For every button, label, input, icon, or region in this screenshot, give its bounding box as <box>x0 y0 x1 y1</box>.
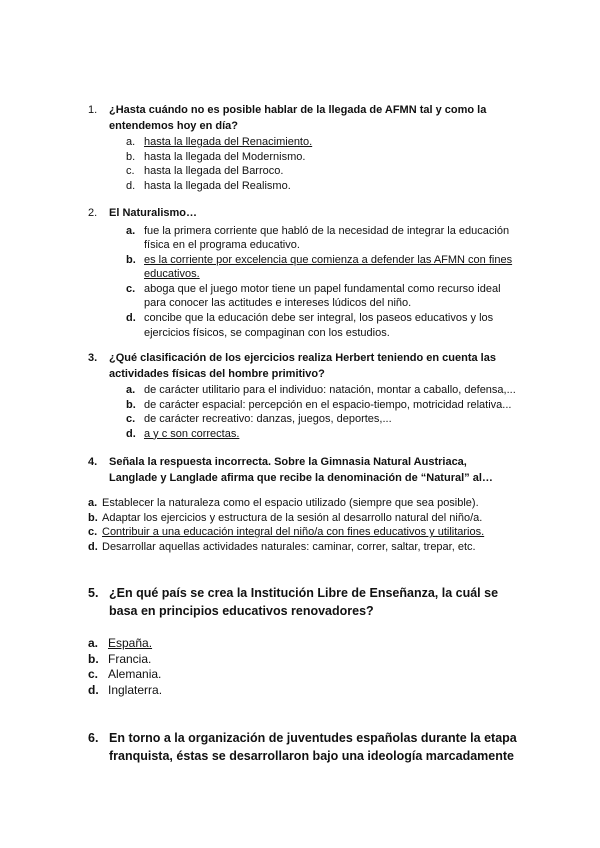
option-text: hasta la llegada del Realismo. <box>144 179 291 192</box>
option-text: Inglaterra. <box>108 682 163 697</box>
question-1-stem <box>88 103 518 134</box>
question-number: 2. <box>88 207 98 219</box>
option-text: Establecer la naturaleza como el espacio utilizado (siempre que sea posible). <box>102 497 479 509</box>
option-c <box>88 282 518 311</box>
option-text: Desarrollar aquellas actividades naturales: caminar, correr, saltar, trepar, etc. <box>102 540 476 553</box>
option-text: hasta la llegada del Modernismo. <box>144 150 306 163</box>
option-b <box>88 652 518 668</box>
option-b <box>88 253 518 282</box>
question-5 <box>88 585 518 698</box>
option-a <box>88 496 518 511</box>
option-letter: c. <box>126 282 136 295</box>
option-b <box>88 511 518 526</box>
option-b <box>88 398 518 413</box>
option-letter: d. <box>88 540 98 553</box>
option-text: Francia. <box>108 651 152 666</box>
question-number: 1. <box>88 104 98 116</box>
option-letter: b. <box>126 253 136 266</box>
option-a <box>88 135 518 150</box>
option-b <box>88 150 518 165</box>
option-letter: d. <box>126 179 136 192</box>
question-5-stem <box>88 585 518 620</box>
option-letter: a. <box>126 136 136 148</box>
option-text: hasta la llegada del Renacimiento. <box>144 136 313 148</box>
question-4 <box>88 455 518 554</box>
option-text: de carácter recreativo: danzas, juegos, deportes,... <box>144 413 392 426</box>
option-text: de carácter utilitario para el individuo: natación, montar a caballo, defensa,... <box>144 384 516 396</box>
option-d <box>88 427 518 442</box>
option-text: Alemania. <box>108 667 162 681</box>
option-letter: a. <box>88 636 99 650</box>
option-text: Adaptar los ejercicios y estructura de la sesión al desarrollo natural del niño/a. <box>102 511 483 524</box>
option-letter: b. <box>88 651 99 666</box>
option-text: hasta la llegada del Barroco. <box>144 165 284 178</box>
option-letter: d. <box>126 427 136 440</box>
question-text: ¿En qué país se crea la Institución Libre de Enseñanza, la cuál se basa en principios educativos renovadores? <box>109 586 499 618</box>
question-text: El Naturalismo… <box>109 207 198 219</box>
question-2 <box>88 206 518 340</box>
option-letter: a. <box>88 497 98 509</box>
question-number: 3. <box>88 352 98 364</box>
question-number: 4. <box>88 456 98 468</box>
question-text: ¿Qué clasificación de los ejercicios realiza Herbert teniendo en cuenta las actividades físicas del hombre primitivo? <box>109 352 496 380</box>
option-text: de carácter espacial: percepción en el espacio-tiempo, motricidad relativa... <box>144 398 512 411</box>
question-text: ¿Hasta cuándo no es posible hablar de la llegada de AFMN tal y como la entendemos hoy en día? <box>109 104 487 132</box>
question-number: 5. <box>88 586 99 600</box>
option-text: fue la primera corriente que habló de la necesidad de integrar la educación física en el programa educativo. <box>144 224 510 252</box>
option-c <box>88 164 518 179</box>
option-letter: b. <box>126 398 136 411</box>
option-letter: b. <box>88 511 98 524</box>
question-1 <box>88 103 518 193</box>
option-text: Contribuir a una educación integral del niño/a con fines educativos y utilitarios. <box>102 526 485 539</box>
option-letter: d. <box>88 682 99 697</box>
option-c <box>88 412 518 427</box>
question-text: En torno a la organización de juventudes españolas durante la etapa franquista, éstas se desarrollaron bajo una ideología marcadamente <box>109 731 517 763</box>
option-text: aboga que el juego motor tiene un papel fundamental como recurso ideal para conocer las actitudes e intereses lúdicos del niño. <box>144 282 501 310</box>
option-d <box>88 683 518 699</box>
question-2-stem <box>88 206 518 222</box>
option-a <box>88 224 518 253</box>
question-4-stem <box>88 455 518 486</box>
option-c <box>88 525 518 540</box>
question-text: Señala la respuesta incorrecta. Sobre la Gimnasia Natural Austriaca, Langlade y Langlade afirma que recibe la denominación de “Natural” al… <box>109 456 493 484</box>
question-6-stem <box>88 730 518 765</box>
option-d <box>88 179 518 194</box>
question-number: 6. <box>88 731 99 745</box>
option-letter: d. <box>126 312 136 325</box>
option-d <box>88 540 518 555</box>
option-text: a y c son correctas. <box>144 427 240 440</box>
option-letter: c. <box>88 667 99 681</box>
option-letter: c. <box>126 413 136 426</box>
option-c <box>88 667 518 683</box>
option-text: es la corriente por excelencia que comienza a defender las AFMN con fines educativos. <box>144 253 513 281</box>
option-letter: b. <box>126 150 136 163</box>
option-text: España. <box>108 636 153 650</box>
option-letter: c. <box>88 526 98 539</box>
question-6 <box>88 730 518 765</box>
option-letter: a. <box>126 224 136 237</box>
option-a <box>88 383 518 398</box>
question-3-stem <box>88 351 518 382</box>
option-letter: c. <box>126 165 135 178</box>
option-text: concibe que la educación debe ser integral, los paseos educativos y los ejercicios físicos, se compaginan con los estudios. <box>144 312 494 339</box>
question-3 <box>88 351 518 441</box>
option-a <box>88 636 518 652</box>
option-d <box>88 311 518 340</box>
option-letter: a. <box>126 384 136 396</box>
